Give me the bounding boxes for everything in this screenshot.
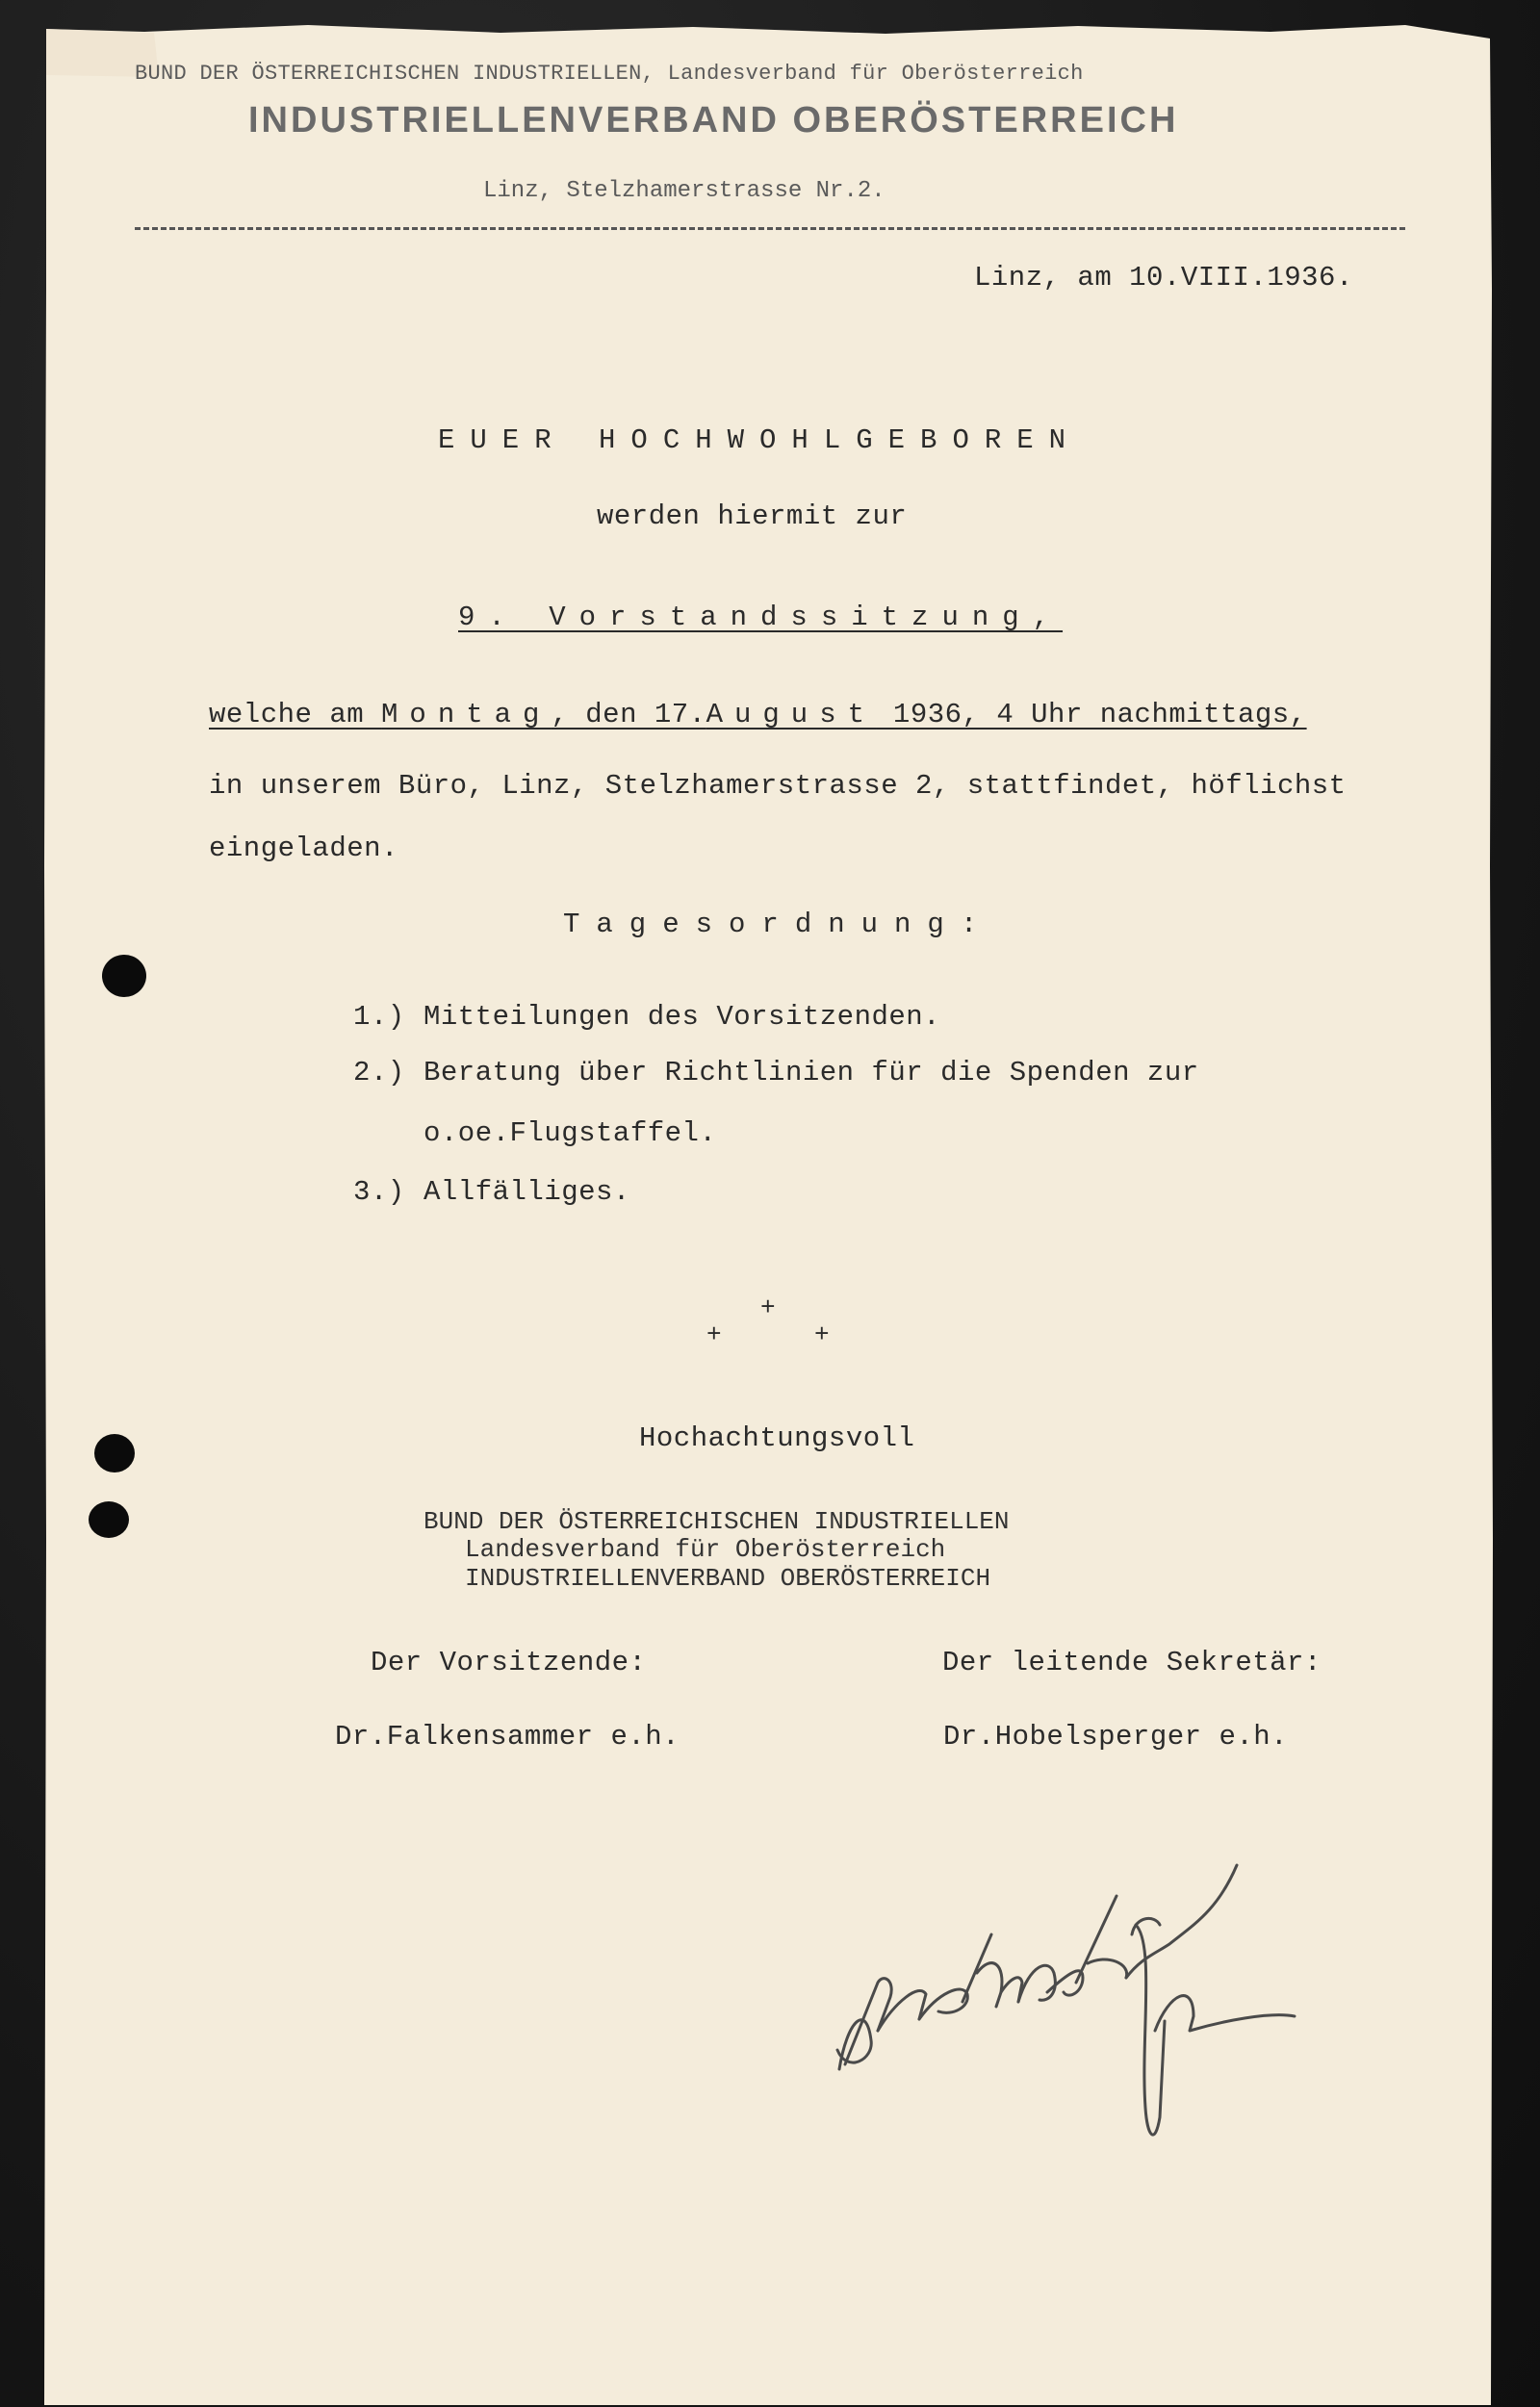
left-signatory-name: Dr.Falkensammer e.h. (335, 1721, 680, 1753)
agenda-item-3-text: Allfälliges. (424, 1176, 630, 1208)
separator-plus-top: + (760, 1293, 776, 1322)
left-signatory-role: Der Vorsitzende: (371, 1647, 647, 1678)
agenda-title: Tagesordnung: (563, 909, 994, 940)
salutation: EUER HOCHWOHLGEBOREN (438, 424, 1082, 456)
closing: Hochachtungsvoll (639, 1422, 915, 1454)
when-month: August (706, 699, 877, 730)
agenda-item-2-text-cont: o.oe.Flugstaffel. (424, 1117, 717, 1149)
when-pre: welche am (209, 699, 382, 730)
when-mid: , den 17. (551, 699, 706, 730)
when-post: 1936, 4 Uhr nachmittags, (876, 699, 1307, 730)
agenda-item-1-num: 1.) (353, 1001, 405, 1033)
separator-plus-right: + (814, 1320, 830, 1349)
org-line1: BUND DER ÖSTERREICHISCHEN INDUSTRIELLEN (424, 1507, 1010, 1536)
agenda-item-1-text: Mitteilungen des Vorsitzenden. (424, 1001, 941, 1033)
org-line3: INDUSTRIELLENVERBAND OBERÖSTERREICH (465, 1564, 991, 1593)
letterhead-line3: Linz, Stelzhamerstrasse Nr.2. (483, 178, 886, 204)
when-day: Montag (381, 699, 552, 730)
letter-date: Linz, am 10.VIII.1936. (974, 262, 1353, 294)
separator-plus-left: + (706, 1320, 722, 1349)
agenda-item-2-num: 2.) (353, 1057, 405, 1088)
meeting-where-cont: eingeladen. (209, 832, 398, 864)
agenda-item-3-num: 3.) (353, 1176, 405, 1208)
agenda-item-2-text: Beratung über Richtlinien für die Spenden zur (424, 1057, 1199, 1088)
intro-line: werden hiermit zur (597, 500, 908, 532)
right-signatory-role: Der leitende Sekretär: (942, 1647, 1322, 1678)
right-signatory-name: Dr.Hobelsperger e.h. (943, 1721, 1289, 1753)
letterhead-line2: INDUSTRIELLENVERBAND OBERÖSTERREICH (248, 100, 1179, 141)
org-line2: Landesverband für Oberösterreich (465, 1535, 946, 1564)
meeting-where: in unserem Büro, Linz, Stelzhamerstrasse 2, stattfindet, höflichst (209, 770, 1347, 802)
letterhead-line1: BUND DER ÖSTERREICHISCHEN INDUSTRIELLEN, Landesverband für Oberösterreich (135, 62, 1084, 86)
meeting-title: 9. Vorstandssitzung, (458, 602, 1064, 633)
